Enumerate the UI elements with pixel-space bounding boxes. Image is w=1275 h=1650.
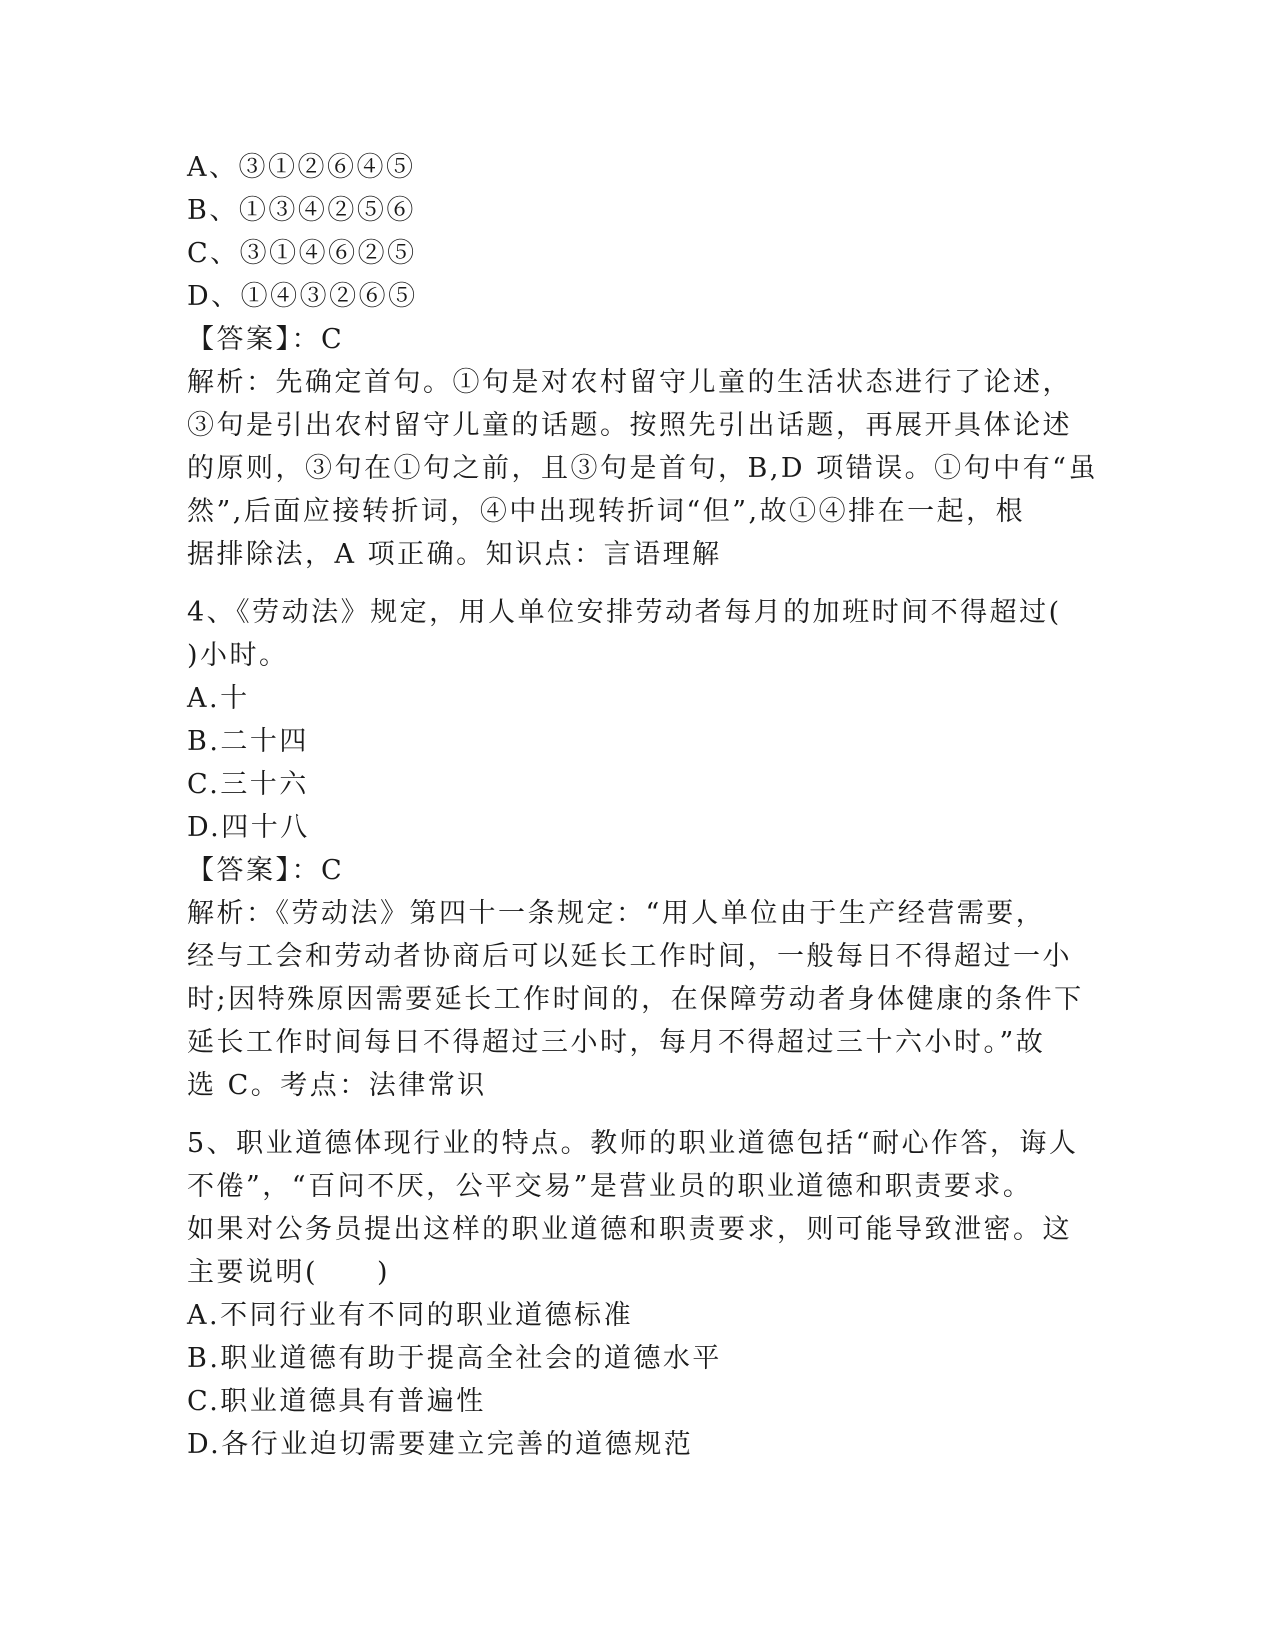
q5-question-line: 5、职业道德体现行业的特点。教师的职业道德包括“耐心作答，诲人 xyxy=(187,1128,1079,1159)
q5-question-line: 如果对公务员提出这样的职业道德和职责要求，则可能导致泄密。这 xyxy=(187,1214,1072,1245)
q5-question-line: 不倦”，“百问不厌，公平交易”是营业员的职业道德和职责要求。 xyxy=(187,1171,1033,1202)
q3-analysis-line: 的原则，③句在①句之前，且③句是首句，B,D 项错误。①句中有“虽 xyxy=(187,453,1098,484)
q4-option-c: C.三十六 xyxy=(187,769,309,800)
q4-option-b: B.二十四 xyxy=(187,726,309,757)
question-5 xyxy=(187,1122,1087,1466)
q5-option-a: A.不同行业有不同的职业道德标准 xyxy=(187,1300,634,1331)
q3-analysis-line: 然”,后面应接转折词，④中出现转折词“但”,故①④排在一起，根 xyxy=(187,496,1026,527)
q3-analysis-line: 据排除法，A 项正确。知识点：言语理解 xyxy=(187,539,722,570)
q4-option-a: A.十 xyxy=(187,683,250,714)
q5-question-line: 主要说明( ) xyxy=(187,1257,391,1288)
q3-option-c: C、③①④⑥②⑤ xyxy=(187,238,417,269)
block-gap xyxy=(187,1107,1087,1122)
block-gap xyxy=(187,576,1087,591)
q4-analysis-line: 延长工作时间每日不得超过三小时，每月不得超过三十六小时。”故 xyxy=(187,1027,1046,1058)
q3-option-d: D、①④③②⑥⑤ xyxy=(187,281,418,312)
q3-answer: 【答案】：C xyxy=(187,324,345,355)
q5-option-d: D.各行业迫切需要建立完善的道德规范 xyxy=(187,1429,694,1460)
q4-analysis-line: 解析：《劳动法》第四十一条规定：“用人单位由于生产经营需要， xyxy=(187,898,1046,929)
q4-analysis-line: 时;因特殊原因需要延长工作时间的，在保障劳动者身体健康的条件下 xyxy=(187,984,1084,1015)
question-3-tail xyxy=(187,146,1098,576)
question-4 xyxy=(187,591,1087,1107)
document-page xyxy=(187,146,1098,1466)
q4-question-line: )小时。 xyxy=(187,640,289,671)
q4-answer: 【答案】：C xyxy=(187,855,345,886)
q5-option-c: C.职业道德具有普遍性 xyxy=(187,1386,486,1417)
q4-option-d: D.四十八 xyxy=(187,812,310,843)
q4-analysis-line: 经与工会和劳动者协商后可以延长工作时间，一般每日不得超过一小 xyxy=(187,941,1072,972)
q3-analysis-line: 解析：先确定首句。①句是对农村留守儿童的生活状态进行了论述， xyxy=(187,367,1072,398)
q4-analysis-line: 选 C。考点：法律常识 xyxy=(187,1070,487,1101)
q4-question-line: 4、《劳动法》规定，用人单位安排劳动者每月的加班时间不得超过( xyxy=(187,597,1062,628)
q3-option-b: B、①③④②⑤⑥ xyxy=(187,195,416,226)
q3-option-a: A、③①②⑥④⑤ xyxy=(187,152,416,183)
q5-option-b: B.职业道德有助于提高全社会的道德水平 xyxy=(187,1343,722,1374)
q3-analysis-line: ③句是引出农村留守儿童的话题。按照先引出话题，再展开具体论述 xyxy=(187,410,1072,441)
